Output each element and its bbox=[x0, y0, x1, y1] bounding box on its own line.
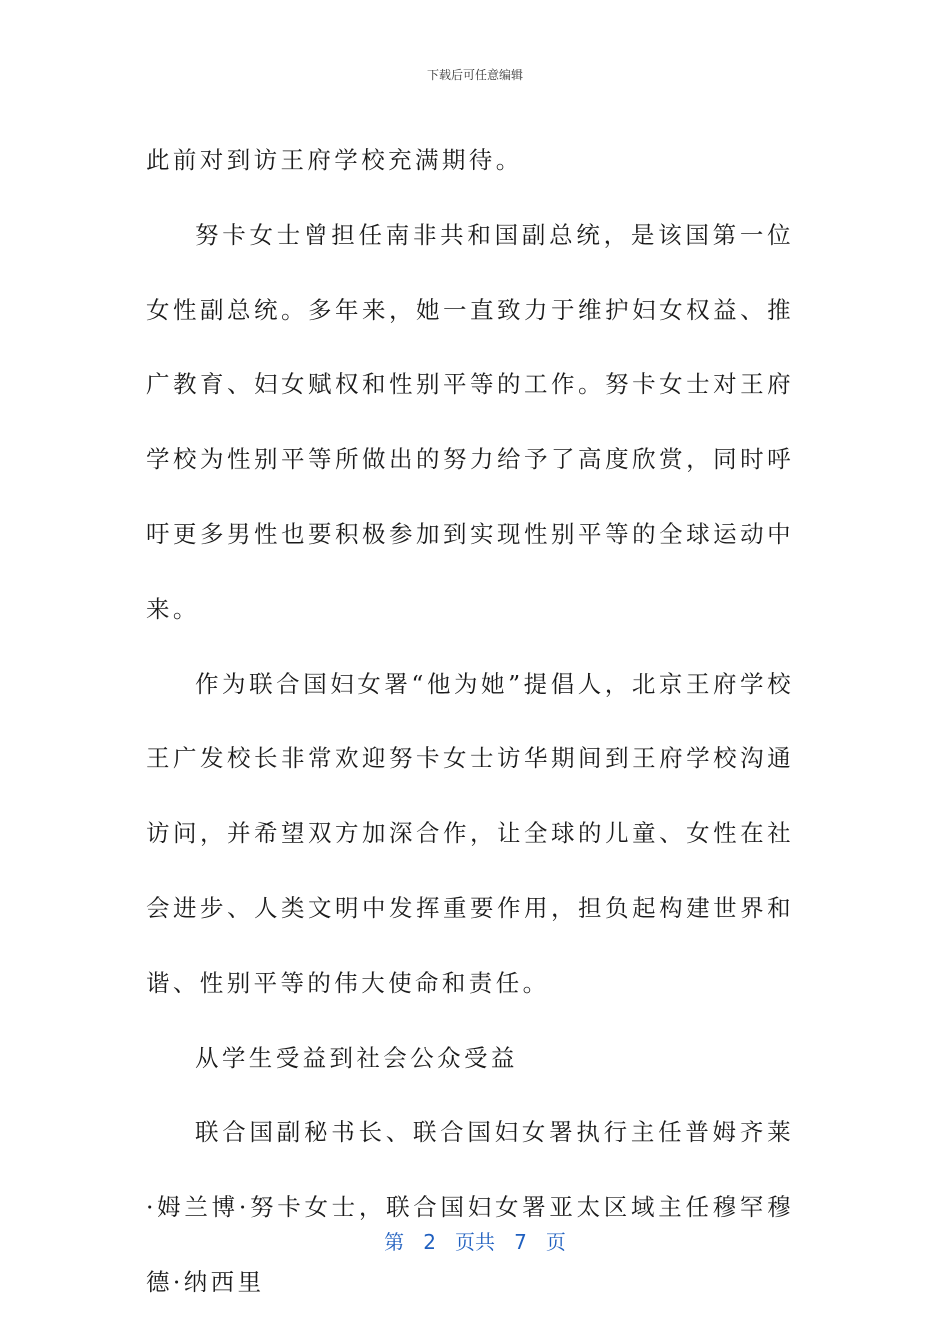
paragraph-3: 作为联合国妇女署“他为她”提倡人，北京王府学校王广发校长非常欢迎努卡女士访华期间到王府学校沟通访问，并希望双方加深合作，让全球的儿童、女性在社会进步、人类文明中发挥重要作用，担负起构建世界和谐、性别平等的伟大使命和责任。 bbox=[146, 669, 794, 997]
paragraph-4: 联合国副秘书长、联合国妇女署执行主任普姆齐莱·姆兰博·努卡女士，联合国妇女署亚太区域主任穆罕穆德·纳西里 bbox=[146, 1118, 794, 1296]
footer-current-page: 2 bbox=[423, 1230, 436, 1254]
footer-mid: 页共 bbox=[455, 1230, 495, 1254]
header-note: 下载后可任意编辑 bbox=[426, 68, 523, 82]
paragraph-1: 此前对到访王府学校充满期待。 bbox=[146, 146, 523, 174]
footer-total-pages: 7 bbox=[514, 1230, 527, 1254]
footer-suffix: 页 bbox=[545, 1230, 566, 1254]
page-footer bbox=[0, 1226, 950, 1255]
document-body bbox=[146, 123, 794, 1320]
paragraph-2: 努卡女士曾担任南非共和国副总统，是该国第一位女性副总统。多年来，她一直致力于维护妇女权益、推广教育、妇女赋权和性别平等的工作。努卡女士对王府学校为性别平等所做出的努力给予了高度欣赏，同时呼吁更多男性也要积极参加到实现性别平等的全球运动中来。 bbox=[146, 220, 794, 623]
section-heading: 从学生受益到社会公众受益 bbox=[195, 1043, 518, 1072]
footer-prefix: 第 bbox=[384, 1230, 405, 1254]
